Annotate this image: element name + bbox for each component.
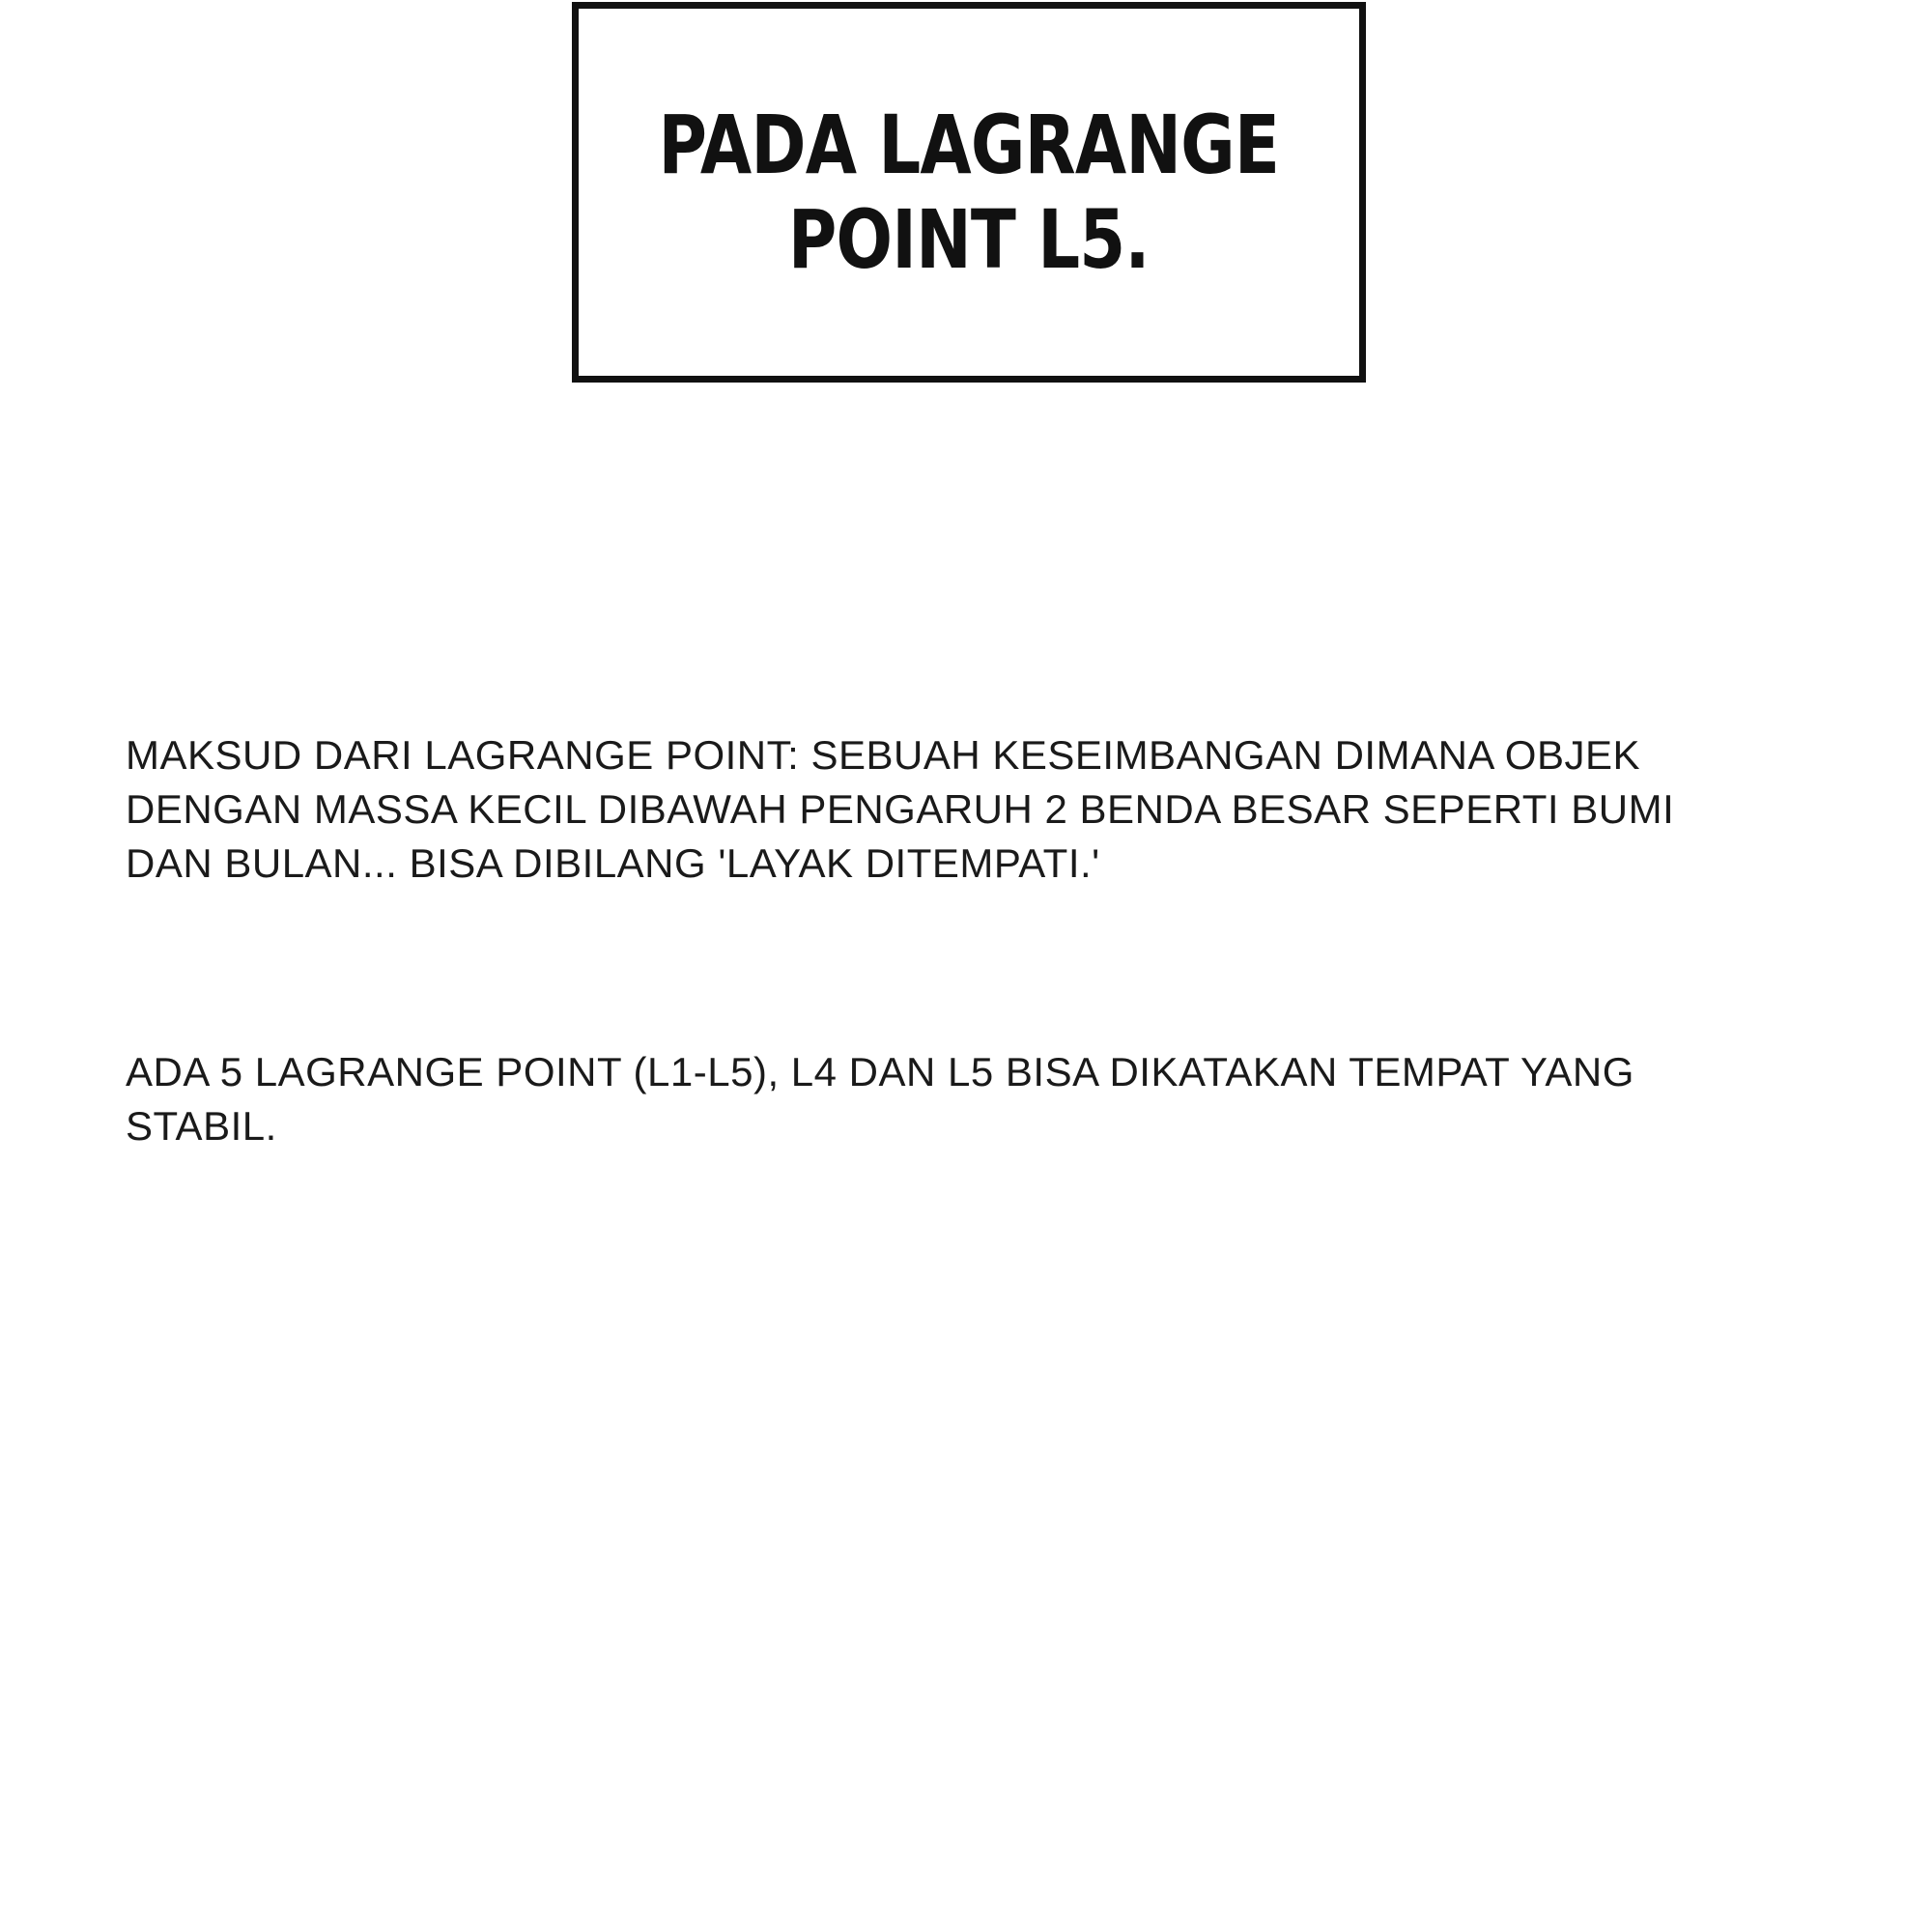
caption-text [659,98,1280,287]
translator-note-stability: ADA 5 LAGRANGE POINT (L1-L5), L4 DAN L5 BISA DIKATAKAN TEMPAT YANG STABIL. [126,1049,1634,1149]
caption-box [572,2,1366,383]
translator-note-definition: MAKSUD DARI LAGRANGE POINT: SEBUAH KESEIMBANGAN DIMANA OBJEK DENGAN MASSA KECIL DIBAWAH PENGARUH 2 BENDA BESAR SEPERTI BUMI DAN BULAN... BISA DIBILANG 'LAYAK DITEMPATI.' [126,732,1675,886]
caption-line-1: PADA LAGRANGE [658,98,1280,192]
caption-line-2: POINT L5. [788,192,1150,287]
